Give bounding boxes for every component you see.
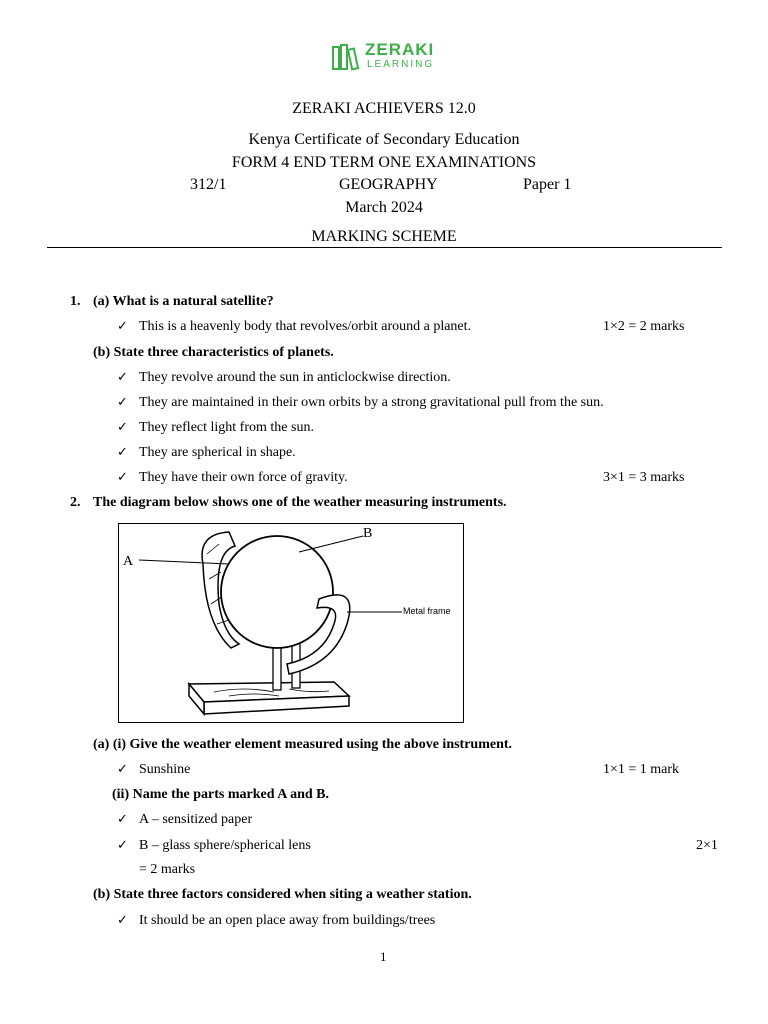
q2b-answer: It should be an open place away from buildings/trees — [139, 913, 436, 928]
q1b-answer: They revolve around the sun in anticlockwise direction. — [139, 370, 451, 385]
sunshine-recorder-illustration — [119, 524, 463, 722]
q1b-answer: They are maintained in their own orbits by a strong gravitational pull from the sun. — [139, 395, 604, 410]
q2-intro: The diagram below shows one of the weather measuring instruments. — [93, 495, 507, 510]
q1a-question: (a) What is a natural satellite? — [93, 294, 274, 309]
subject: GEOGRAPHY — [339, 176, 438, 193]
q2-number: 2. — [70, 495, 81, 510]
q1b-marks: 3×1 = 3 marks — [603, 470, 685, 485]
exam-line2: FORM 4 END TERM ONE EXAMINATIONS — [231, 154, 537, 171]
check-icon: ✓ — [117, 761, 128, 776]
page-number: 1 — [380, 949, 387, 964]
q2aii-answer-b: B – glass sphere/spherical lens — [139, 838, 311, 853]
check-icon: ✓ — [117, 369, 128, 384]
check-icon: ✓ — [117, 394, 128, 409]
paper-code: 312/1 — [190, 176, 227, 193]
diagram-label-b: B — [363, 526, 373, 541]
q1b-answer: They have their own force of gravity. — [139, 470, 348, 485]
exam-line1: Kenya Certificate of Secondary Education — [248, 131, 520, 148]
check-icon: ✓ — [117, 419, 128, 434]
check-icon: ✓ — [117, 811, 128, 826]
exam-title: ZERAKI ACHIEVERS 12.0 — [292, 100, 476, 117]
sunshine-recorder-diagram — [118, 523, 464, 723]
logo-brand: ZERAKI — [365, 40, 435, 59]
q1b-answer: They are spherical in shape. — [139, 445, 296, 460]
check-icon: ✓ — [117, 837, 128, 852]
q2aii-marks: 2×1 — [696, 838, 718, 853]
q1b-question: (b) State three characteristics of planets. — [93, 345, 334, 360]
q2aii-answer-a: A – sensitized paper — [139, 812, 253, 827]
q2aii-marks-total: = 2 marks — [139, 862, 196, 877]
diagram-label-a: A — [123, 554, 134, 569]
q1a-marks: 1×2 = 2 marks — [603, 319, 685, 334]
q2ai-question: (a) (i) Give the weather element measured using the above instrument. — [93, 737, 513, 752]
q1a-answer: This is a heavenly body that revolves/orbit around a planet. — [139, 319, 472, 334]
q2ai-answer: Sunshine — [139, 762, 191, 777]
q2ai-marks: 1×1 = 1 mark — [603, 762, 680, 777]
q2aii-question: (ii) Name the parts marked A and B. — [112, 787, 329, 802]
marking-scheme-title: MARKING SCHEME — [311, 228, 457, 245]
q2b-question: (b) State three factors considered when siting a weather station. — [93, 887, 472, 902]
q1b-answer: They reflect light from the sun. — [139, 420, 314, 435]
logo-sub: LEARNING — [367, 59, 435, 70]
zeraki-logo — [331, 40, 441, 72]
diagram-label-metal-frame: Metal frame — [403, 606, 451, 616]
check-icon: ✓ — [117, 318, 128, 333]
check-icon: ✓ — [117, 444, 128, 459]
exam-date: March 2024 — [345, 199, 423, 216]
check-icon: ✓ — [117, 912, 128, 927]
paper-number: Paper 1 — [523, 176, 572, 193]
check-icon: ✓ — [117, 469, 128, 484]
header-divider — [47, 247, 722, 248]
q1-number: 1. — [70, 294, 81, 309]
books-icon — [331, 41, 361, 71]
